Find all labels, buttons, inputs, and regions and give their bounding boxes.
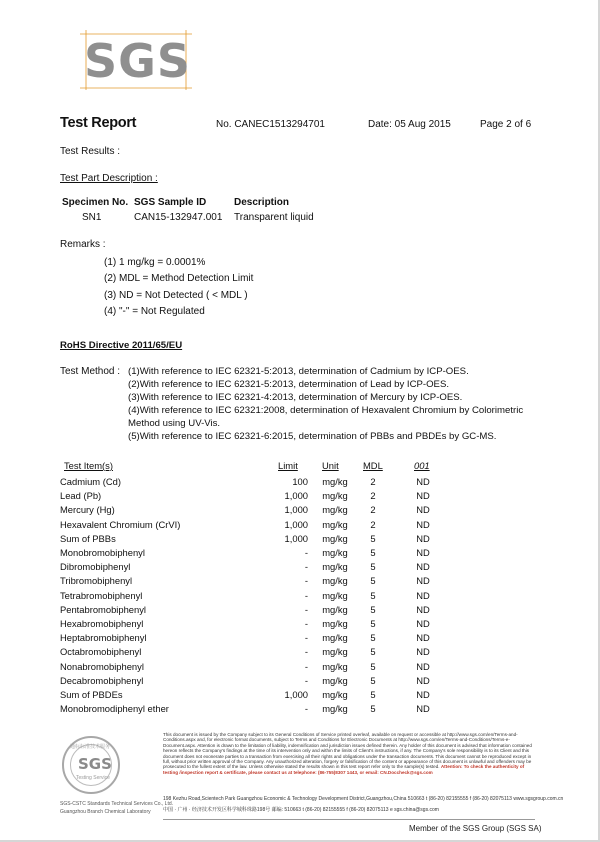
limit-value: -	[304, 561, 308, 573]
unit-value: mg/kg	[322, 703, 348, 715]
unit-value: mg/kg	[322, 575, 348, 587]
table-row	[60, 533, 480, 547]
footer-divider	[163, 819, 535, 820]
specimen-no: SN1	[82, 212, 102, 223]
mdl-value: 5	[370, 689, 376, 700]
result-value: ND	[416, 575, 430, 587]
result-value: ND	[416, 674, 430, 686]
sample-description: Transparent liquid	[234, 212, 314, 223]
test-item-name: Tribromobiphenyl	[60, 575, 133, 587]
limit-value: 1,000	[284, 504, 308, 516]
sgs-logo: SGS	[84, 34, 192, 88]
test-method-line: Method using UV-Vis.	[128, 418, 221, 429]
limit-value: -	[304, 674, 308, 686]
table-row	[60, 575, 480, 589]
mdl-value: 5	[370, 547, 376, 558]
table-row	[60, 519, 480, 533]
limit-value: -	[304, 575, 308, 587]
result-value: ND	[416, 618, 430, 629]
limit-value: -	[304, 589, 308, 601]
table-row	[60, 661, 480, 675]
header-test-items: Test Item(s)	[64, 460, 113, 471]
unit-value: mg/kg	[322, 504, 348, 516]
mdl-value: 2	[370, 490, 376, 502]
mdl-value: 5	[370, 561, 376, 573]
test-item-name: Octabromobiphenyl	[60, 646, 142, 658]
result-value: ND	[416, 603, 430, 615]
table-row	[60, 646, 480, 660]
mdl-value: 5	[370, 646, 376, 658]
report-date: Date: 05 Aug 2015	[368, 119, 451, 130]
result-value: ND	[416, 646, 430, 658]
test-item-name: Lead (Pb)	[60, 490, 102, 502]
table-row	[60, 504, 480, 518]
test-item-name: Hexavalent Chromium (CrVI)	[60, 518, 181, 530]
test-results-label: Test Results :	[60, 146, 121, 157]
mdl-value: 2	[370, 518, 376, 530]
mdl-value: 5	[370, 618, 376, 629]
test-method-line: (5)With reference to IEC 62321-6:2015, determination of PBBs and PBDEs by GC-MS.	[128, 431, 497, 442]
unit-value: mg/kg	[322, 689, 348, 700]
unit-value: mg/kg	[322, 603, 348, 615]
header-mdl: MDL	[363, 460, 383, 471]
header-unit: Unit	[322, 460, 339, 471]
result-value: ND	[416, 476, 430, 487]
test-method-label: Test Method :	[60, 366, 121, 377]
limit-value: 1,000	[284, 490, 308, 502]
unit-value: mg/kg	[322, 618, 348, 629]
mdl-value: 2	[370, 476, 376, 487]
table-row	[60, 689, 480, 703]
test-method-line: (1)With reference to IEC 62321-5:2013, determination of Cadmium by ICP-OES.	[128, 366, 469, 377]
unit-value: mg/kg	[322, 646, 348, 658]
footer-disclaimer	[163, 732, 535, 775]
mdl-value: 5	[370, 674, 376, 686]
test-item-name: Sum of PBDEs	[60, 689, 123, 700]
limit-value: -	[304, 703, 308, 715]
unit-value: mg/kg	[322, 561, 348, 573]
test-item-name: Dibromobiphenyl	[60, 561, 131, 573]
table-row	[60, 561, 480, 575]
test-item-name: Monobromobiphenyl	[60, 547, 145, 558]
result-value: ND	[416, 532, 430, 544]
test-item-name: Tetrabromobiphenyl	[60, 589, 143, 601]
attention-text: Attention: To check the authenticity of testing /inspection report & certificate, please contact us at telephone: (86-755)8307 1443, or email: CN.Doccheck@sgs.com	[163, 764, 525, 775]
mdl-value: 2	[370, 504, 376, 516]
table-row	[60, 547, 480, 561]
limit-value: -	[304, 547, 308, 558]
test-item-name: Heptabromobiphenyl	[60, 632, 147, 644]
header-result-001: 001	[414, 460, 430, 471]
unit-value: mg/kg	[322, 518, 348, 530]
report-number: No. CANEC1513294701	[216, 119, 325, 130]
specimen-header-no: Specimen No.	[62, 197, 129, 208]
test-item-name: Hexabromobiphenyl	[60, 618, 144, 629]
stamp-top-text: 通标标准技术服务	[70, 744, 111, 750]
test-item-name: Monobromodiphenyl ether	[60, 703, 169, 715]
header-limit: Limit	[278, 460, 298, 471]
remark-item: (3) ND = Not Detected ( < MDL )	[104, 290, 248, 301]
result-value: ND	[416, 518, 430, 530]
mdl-value: 5	[370, 575, 376, 587]
result-value: ND	[416, 703, 430, 715]
mdl-value: 5	[370, 589, 376, 601]
remarks-label: Remarks :	[60, 239, 106, 250]
lab-name-line: Guangzhou Branch Chemical Laboratory	[60, 809, 151, 815]
limit-value: -	[304, 618, 308, 629]
table-row	[60, 476, 480, 490]
report-title: Test Report	[60, 115, 137, 131]
table-row	[60, 703, 480, 717]
test-item-name: Nonabromobiphenyl	[60, 660, 144, 672]
limit-value: -	[304, 660, 308, 672]
test-item-name: Pentabromobiphenyl	[60, 603, 146, 615]
table-row	[60, 590, 480, 604]
unit-value: mg/kg	[322, 674, 348, 686]
stamp-logo: SGS	[78, 755, 112, 773]
limit-value: -	[304, 632, 308, 644]
sample-id: CAN15-132947.001	[134, 212, 223, 223]
mdl-value: 5	[370, 632, 376, 644]
limit-value: 1,000	[284, 689, 308, 700]
test-item-name: Decabromobiphenyl	[60, 674, 144, 686]
result-value: ND	[416, 589, 430, 601]
specimen-header-description: Description	[234, 197, 290, 208]
unit-value: mg/kg	[322, 632, 348, 644]
unit-value: mg/kg	[322, 490, 348, 502]
test-method-line: (2)With reference to IEC 62321-5:2013, determination of Lead by ICP-OES.	[128, 379, 450, 390]
mdl-value: 5	[370, 532, 376, 544]
table-row	[60, 675, 480, 689]
table-row	[60, 604, 480, 618]
limit-value: 100	[292, 476, 308, 487]
test-item-name: Sum of PBBs	[60, 532, 116, 544]
result-value: ND	[416, 632, 430, 644]
address-en: 198 Kezhu Road,Scientech Park Guangzhou Economic & Technology Development District,Guangzhou,China 510663 t (86-20) 82155555 f (86-20) 82075113 www.sgsgroup.com.cn	[163, 796, 564, 802]
table-row	[60, 618, 480, 632]
result-value: ND	[416, 504, 430, 516]
result-value: ND	[416, 689, 430, 700]
limit-value: -	[304, 646, 308, 658]
limit-value: 1,000	[284, 518, 308, 530]
unit-value: mg/kg	[322, 660, 348, 672]
test-item-name: Cadmium (Cd)	[60, 476, 121, 487]
table-row	[60, 490, 480, 504]
result-value: ND	[416, 547, 430, 558]
limit-value: -	[304, 603, 308, 615]
directive-heading: RoHS Directive 2011/65/EU	[60, 340, 183, 351]
member-text: Member of the SGS Group (SGS SA)	[409, 824, 542, 833]
unit-value: mg/kg	[322, 476, 348, 487]
part-description-label: Test Part Description :	[60, 173, 158, 184]
mdl-value: 5	[370, 603, 376, 615]
remark-item: (1) 1 mg/kg = 0.0001%	[104, 257, 206, 268]
result-value: ND	[416, 561, 430, 573]
test-item-name: Mercury (Hg)	[60, 504, 115, 516]
mdl-value: 5	[370, 660, 376, 672]
test-method-line: (3)With reference to IEC 62321-4:2013, determination of Mercury by ICP-OES.	[128, 392, 463, 403]
lab-name	[60, 800, 173, 816]
unit-value: mg/kg	[322, 547, 348, 558]
limit-value: 1,000	[284, 532, 308, 544]
remark-item: (2) MDL = Method Detection Limit	[104, 273, 254, 284]
address-cn: 中国 · 广州 · 经济技术开发区科学城科珠路198号 邮编: 510663 t (86-20) 82155555 f (86-20) 82075113 e sgs.china@sgs.com	[163, 807, 439, 813]
remark-item: (4) "-" = Not Regulated	[104, 306, 205, 317]
disclaimer-text: This document is issued by the Company subject to its General Conditions of Service printed overleaf, available on request or accessible at http://www.sgs.com/en/Terms-and-Conditions.aspx and, for electronic format documents, subject to Terms and Conditions for Electronic Documents at http://www.sgs.com/en/Terms-and-Conditions/Terms-e-Document.aspx. Attention is drawn to the limitation of liability, indemnification and jurisdiction issues defined therein. Any holder of this document is advised that information contained hereon reflects the Company's findings at the time of its intervention only and within the limits of Client's instructions, if any. The Company's sole responsibility is to its Client and this document does not exonerate parties to a transaction from exercising all their rights and obligations under the transaction documents. This document cannot be reproduced except in full, without prior written approval of the Company. Any unauthorized alteration, forgery or falsification of the content or appearance of this document is unlawful and offenders may be prosecuted to the fullest extent of the law. Unless otherwise stated the results shown in this test report refer only to the sample(s) tested.	[163, 732, 532, 770]
specimen-header-id: SGS Sample ID	[134, 197, 207, 208]
lab-name-line: SGS-CSTC Standards Technical Services Co., Ltd.	[60, 801, 174, 807]
unit-value: mg/kg	[322, 532, 348, 544]
mdl-value: 5	[370, 703, 376, 715]
page-number: Page 2 of 6	[480, 119, 532, 130]
test-method-line: (4)With reference to IEC 62321:2008, determination of Hexavalent Chromium by Colorimetric	[128, 405, 524, 416]
result-value: ND	[416, 490, 430, 502]
unit-value: mg/kg	[322, 589, 348, 601]
stamp-bottom-text: Testing Service	[76, 775, 110, 781]
result-value: ND	[416, 660, 430, 672]
table-row	[60, 632, 480, 646]
